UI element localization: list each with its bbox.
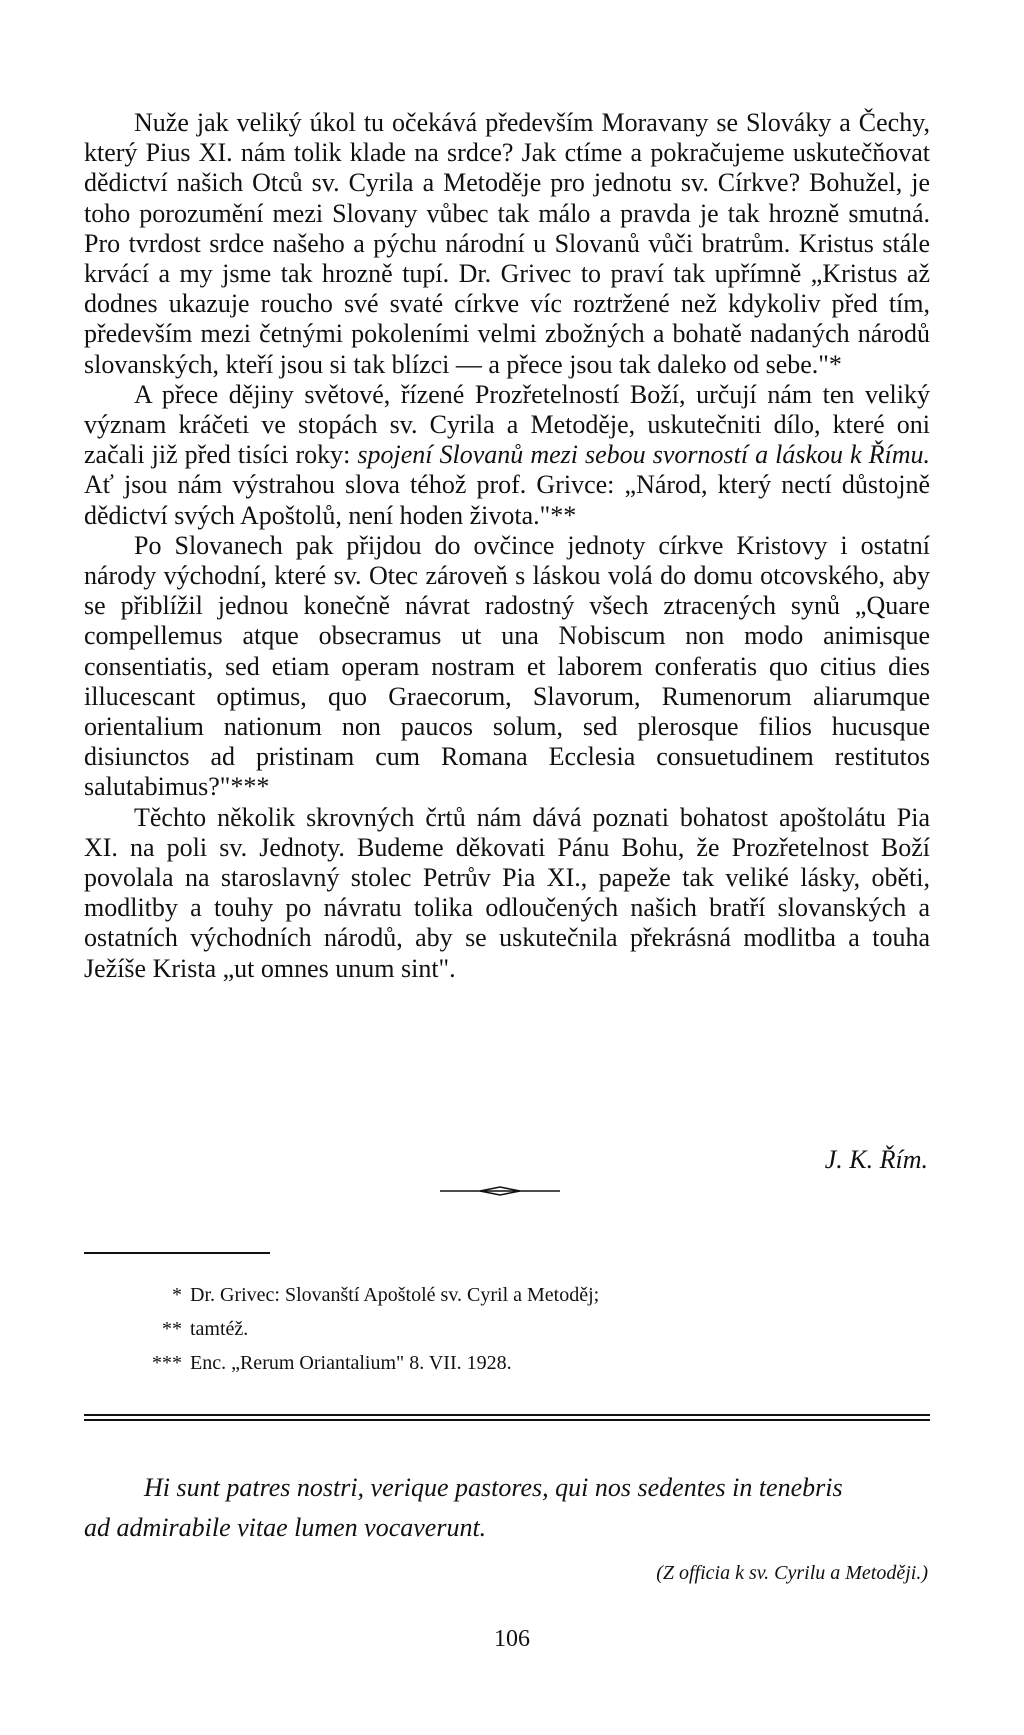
quote-line-2: ad admirabile vitae lumen vocaverunt. (84, 1513, 487, 1542)
footnote-mark: ** (162, 1318, 182, 1340)
body-text (84, 108, 930, 984)
footnote-2 (138, 1312, 599, 1346)
paragraph-1: Nuže jak veliký úkol tu očekává především Moravany se Slováky a Čechy, který Pius XI. nám tolik klade na srdce? Jak ctíme a pokračujeme uskutečňovat dědictví našich Otců sv. Cyrila a Metoděje pro jednotu sv. Církve? Bohužel, je toho porozumění mezi Slovany vůbec tak málo a pravda je tak hrozně smutná. Pro tvrdost srdce našeho a pýchu národní u Slovanů vůči bratrům. Kristus stále krvácí a my jsme tak hrozně tupí. Dr. Grivec to praví tak upřímně „Kristus až dodnes ukazuje roucho své svaté církve víc roztržené než kdykoliv před tím, především mezi četnými pokoleními velmi zbožných a bohatě nadaných národů slovanských, kteří jsou si tak blízci — a přece jsou tak daleko od sebe."* (84, 108, 930, 379)
double-rule-divider (84, 1414, 930, 1421)
footnote-text: Dr. Grivec: Slovanští Apoštolé sv. Cyril a Metoděj; (190, 1284, 600, 1306)
paragraph-2 (84, 380, 930, 531)
quote-source: (Z officia k sv. Cyrilu a Metoději.) (656, 1562, 928, 1584)
footnote-text: Enc. „Rerum Oriantalium" 8. VII. 1928. (190, 1352, 512, 1374)
paragraph-2-start: A přece dějiny světové, řízené Prozřetelností Boží, určují nám ten veliký význam kráčeti ve stopách sv. Cyrila a Metoděje, uskutečniti dílo, které oni začali již před tisíci roky: (84, 379, 930, 470)
paragraph-2-italic: spojení Slovanů mezi sebou svorností a láskou k Římu. (357, 440, 930, 470)
page-number: 106 (494, 1626, 530, 1652)
ornament-divider (440, 1186, 560, 1196)
latin-quote (84, 1468, 930, 1548)
footnote-rule (84, 1252, 270, 1254)
quote-line-1: Hi sunt patres nostri, verique pastores, qui nos sedentes in tenebris (144, 1473, 843, 1502)
footnote-text: tamtéž. (190, 1318, 249, 1340)
paragraph-4: Těchto několik skrovných črtů nám dává poznati bohatost apoštolátu Pia XI. na poli sv. Jednoty. Budeme děkovati Pánu Bohu, že Prozřetelnost Boží povolala na staroslavný stolec Petrův Pia XI., papeže tak veliké lásky, oběti, modlitby a touhy po návratu tolika odloučených našich bratří slovanských a ostatních východních národů, aby se uskutečnila překrásná modlitba a touha Ježíše Krista „ut omnes unum sint". (84, 802, 930, 983)
footnote-1 (138, 1278, 599, 1312)
footnote-mark: * (172, 1284, 182, 1306)
footnote-mark: *** (152, 1352, 182, 1374)
paragraph-2-end: Ať jsou nám výstrahou slova téhož prof. Grivce: „Národ, který nectí důstojně dědictví svých Apoštolů, není hoden života."** (84, 470, 930, 530)
paragraph-3: Po Slovanech pak přijdou do ovčince jednoty církve Kristovy i ostatní národy východní, které sv. Otec zároveň s láskou volá do domu otcovského, aby se přiblížil jednou konečně návrat radostný všech ztracených synů „Quare compellemus atque obsecramus ut una Nobiscum non modo animisque consentiatis, sed etiam operam nostram et laborem conferatis quo citius dies illucescant optimus, quo Graecorum, Slavorum, Rumenorum aliarumque orientalium nationum non paucos solum, sed plerosque filios hucusque disiunctos ad pristinam cum Romana Ecclesia consuetudinem restitutos salutabimus?"*** (84, 530, 930, 802)
footnote-3 (138, 1346, 599, 1380)
footnotes (138, 1278, 599, 1380)
signature: J. K. Řím. (824, 1145, 928, 1174)
